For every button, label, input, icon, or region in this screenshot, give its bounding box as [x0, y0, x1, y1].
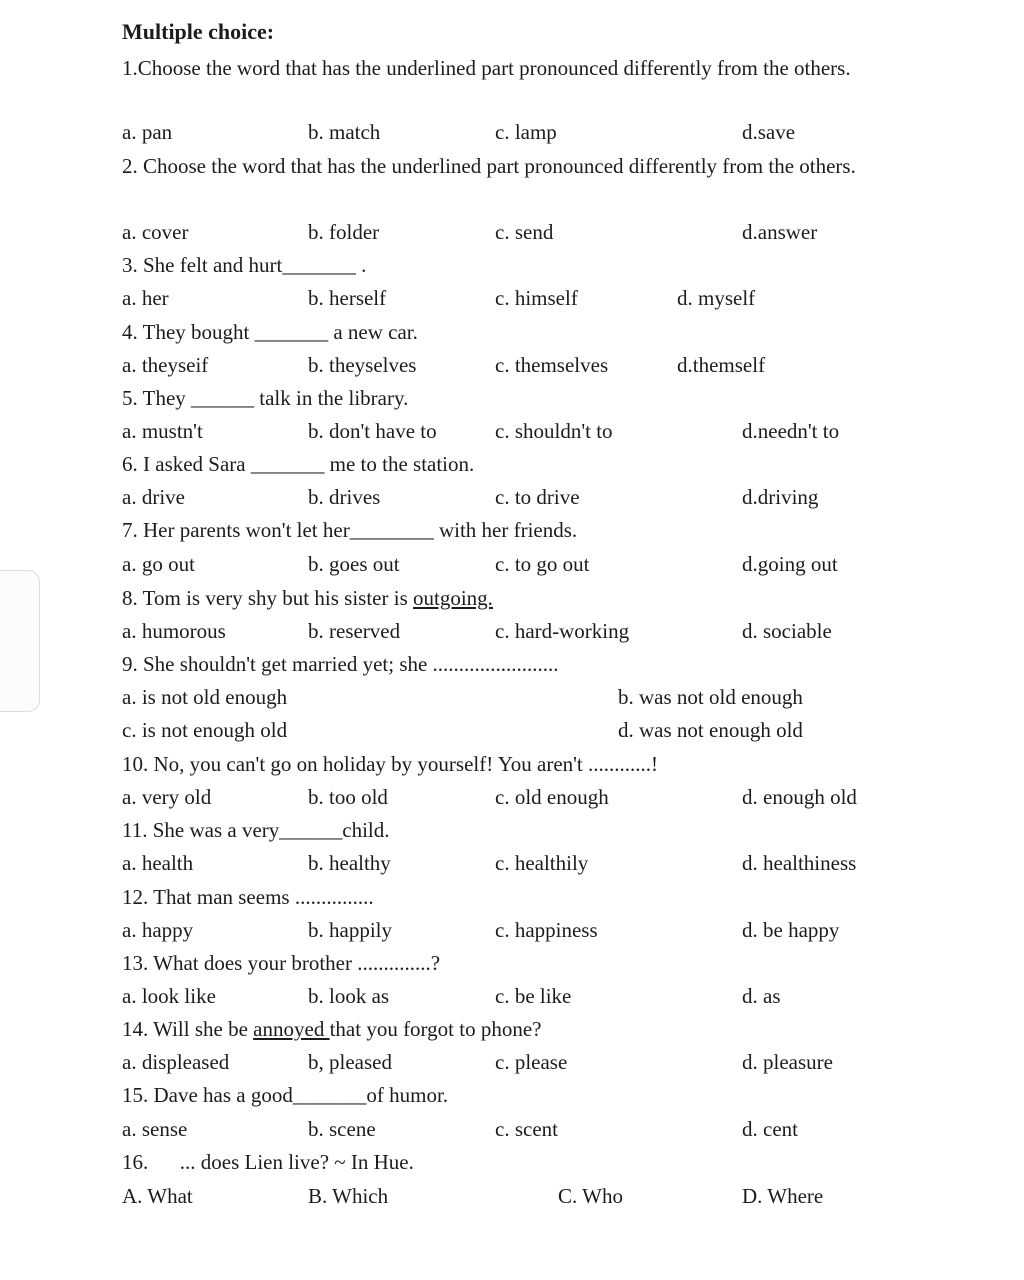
question-7-options [122, 548, 912, 580]
q9-option-c[interactable]: c. is not enough old [122, 718, 288, 742]
question-9-options-row-2 [122, 714, 912, 746]
q4-option-c[interactable]: c. themselves [495, 353, 609, 377]
question-8-underlined-word: outgoing. [413, 586, 493, 610]
question-6-stem: 6. I asked Sara _______ me to the station. [122, 452, 475, 476]
q10-option-d[interactable]: d. enough old [742, 785, 857, 809]
q16-option-d[interactable]: D. Where [742, 1184, 824, 1208]
q9-option-a[interactable]: a. is not old enough [122, 685, 288, 709]
question-3-options [122, 282, 912, 314]
q13-option-c[interactable]: c. be like [495, 984, 572, 1008]
q13-option-d[interactable]: d. as [742, 984, 781, 1008]
q10-option-c[interactable]: c. old enough [495, 785, 609, 809]
q7-option-b[interactable]: b. goes out [308, 552, 400, 576]
q14-option-c[interactable]: c. please [495, 1050, 568, 1074]
q11-option-a[interactable]: a. health [122, 851, 194, 875]
question-8-stem [122, 582, 493, 614]
q12-option-c[interactable]: c. happiness [495, 918, 598, 942]
q6-option-d[interactable]: d.driving [742, 485, 819, 509]
q15-option-a[interactable]: a. sense [122, 1117, 188, 1141]
q12-option-b[interactable]: b. happily [308, 918, 392, 942]
question-12-options [122, 914, 912, 946]
q7-option-c[interactable]: c. to go out [495, 552, 590, 576]
q14-option-d[interactable]: d. pleasure [742, 1050, 833, 1074]
q12-option-a[interactable]: a. happy [122, 918, 194, 942]
q5-option-a[interactable]: a. mustn't [122, 419, 203, 443]
q3-option-a[interactable]: a. her [122, 286, 169, 310]
q12-option-d[interactable]: d. be happy [742, 918, 840, 942]
question-11-stem: 11. She was a very______child. [122, 818, 390, 842]
q9-option-b[interactable]: b. was not old enough [618, 685, 803, 709]
q16-option-a[interactable]: A. What [122, 1184, 193, 1208]
q4-option-a[interactable]: a. theyseif [122, 353, 209, 377]
question-2-stem: 2. Choose the word that has the underlined part pronounced differently from the others. [122, 154, 856, 178]
q6-option-a[interactable]: a. drive [122, 485, 185, 509]
q9-option-d[interactable]: d. was not enough old [618, 718, 803, 742]
q1-option-b[interactable]: b. match [308, 120, 381, 144]
question-14-stem [122, 1013, 542, 1045]
q4-option-d[interactable]: d.themself [677, 353, 766, 377]
question-4-options [122, 349, 912, 381]
q8-option-d[interactable]: d. sociable [742, 619, 832, 643]
q11-option-b[interactable]: b. healthy [308, 851, 391, 875]
q2-option-b[interactable]: b. folder [308, 220, 380, 244]
question-14-stem-end: that you forgot to phone? [329, 1017, 542, 1041]
q1-option-d[interactable]: d.save [742, 120, 796, 144]
q5-option-c[interactable]: c. shouldn't to [495, 419, 613, 443]
q14-option-b[interactable]: b, pleased [308, 1050, 392, 1074]
question-1-stem: 1.Choose the word that has the underlined part pronounced differently from the others. [122, 56, 851, 80]
question-8-options [122, 615, 912, 647]
q3-option-c[interactable]: c. himself [495, 286, 578, 310]
q5-option-d[interactable]: d.needn't to [742, 419, 840, 443]
q2-option-d[interactable]: d.answer [742, 220, 818, 244]
question-13-stem: 13. What does your brother ..............? [122, 951, 441, 975]
question-3-stem: 3. She felt and hurt_______ . [122, 253, 367, 277]
q14-option-a[interactable]: a. displeased [122, 1050, 230, 1074]
question-11-options [122, 847, 912, 879]
question-14-stem-text: 14. Will she be [122, 1017, 254, 1041]
q6-option-b[interactable]: b. drives [308, 485, 381, 509]
q15-option-d[interactable]: d. cent [742, 1117, 798, 1141]
q2-option-a[interactable]: a. cover [122, 220, 189, 244]
q15-option-c[interactable]: c. scent [495, 1117, 558, 1141]
q3-option-d[interactable]: d. myself [677, 286, 756, 310]
worksheet-title: Multiple choice: [122, 19, 275, 44]
question-12-stem: 12. That man seems ............... [122, 885, 374, 909]
q11-option-c[interactable]: c. healthily [495, 851, 589, 875]
question-7-stem: 7. Her parents won't let her________ with her friends. [122, 518, 578, 542]
q8-option-a[interactable]: a. humorous [122, 619, 226, 643]
question-9-options-row-1 [122, 681, 912, 713]
question-6-options [122, 481, 912, 513]
q13-option-b[interactable]: b. look as [308, 984, 390, 1008]
question-16-options [122, 1180, 912, 1212]
question-10-stem: 10. No, you can't go on holiday by yourself! You aren't ............! [122, 752, 659, 776]
q2-option-c[interactable]: c. send [495, 220, 554, 244]
question-5-options [122, 415, 912, 447]
question-15-stem: 15. Dave has a good_______of humor. [122, 1083, 449, 1107]
q10-option-b[interactable]: b. too old [308, 785, 388, 809]
q7-option-d[interactable]: d.going out [742, 552, 838, 576]
question-14-underlined-word: annoyed [253, 1017, 330, 1041]
q1-option-a[interactable]: a. pan [122, 120, 173, 144]
q16-option-c[interactable]: C. Who [558, 1184, 623, 1208]
question-1-options [122, 116, 912, 148]
q6-option-c[interactable]: c. to drive [495, 485, 580, 509]
question-2-options [122, 216, 912, 248]
question-4-stem: 4. They bought _______ a new car. [122, 320, 418, 344]
q3-option-b[interactable]: b. herself [308, 286, 387, 310]
q10-option-a[interactable]: a. very old [122, 785, 212, 809]
q11-option-d[interactable]: d. healthiness [742, 851, 857, 875]
question-16-stem: 16. ... does Lien live? ~ In Hue. [122, 1150, 414, 1174]
question-8-stem-text: 8. Tom is very shy but his sister is [122, 586, 413, 610]
question-5-stem: 5. They ______ talk in the library. [122, 386, 409, 410]
q8-option-b[interactable]: b. reserved [308, 619, 401, 643]
q4-option-b[interactable]: b. theyselves [308, 353, 417, 377]
q5-option-b[interactable]: b. don't have to [308, 419, 437, 443]
q7-option-a[interactable]: a. go out [122, 552, 195, 576]
question-10-options [122, 781, 912, 813]
question-15-options [122, 1113, 912, 1145]
question-13-options [122, 980, 912, 1012]
question-9-stem: 9. She shouldn't get married yet; she ........................ [122, 652, 559, 676]
q8-option-c[interactable]: c. hard-working [495, 619, 630, 643]
q1-option-c[interactable]: c. lamp [495, 120, 557, 144]
side-panel-tab[interactable] [0, 570, 40, 712]
q13-option-a[interactable]: a. look like [122, 984, 216, 1008]
question-14-options [122, 1046, 912, 1078]
q16-option-b[interactable]: B. Which [308, 1184, 389, 1208]
q15-option-b[interactable]: b. scene [308, 1117, 376, 1141]
